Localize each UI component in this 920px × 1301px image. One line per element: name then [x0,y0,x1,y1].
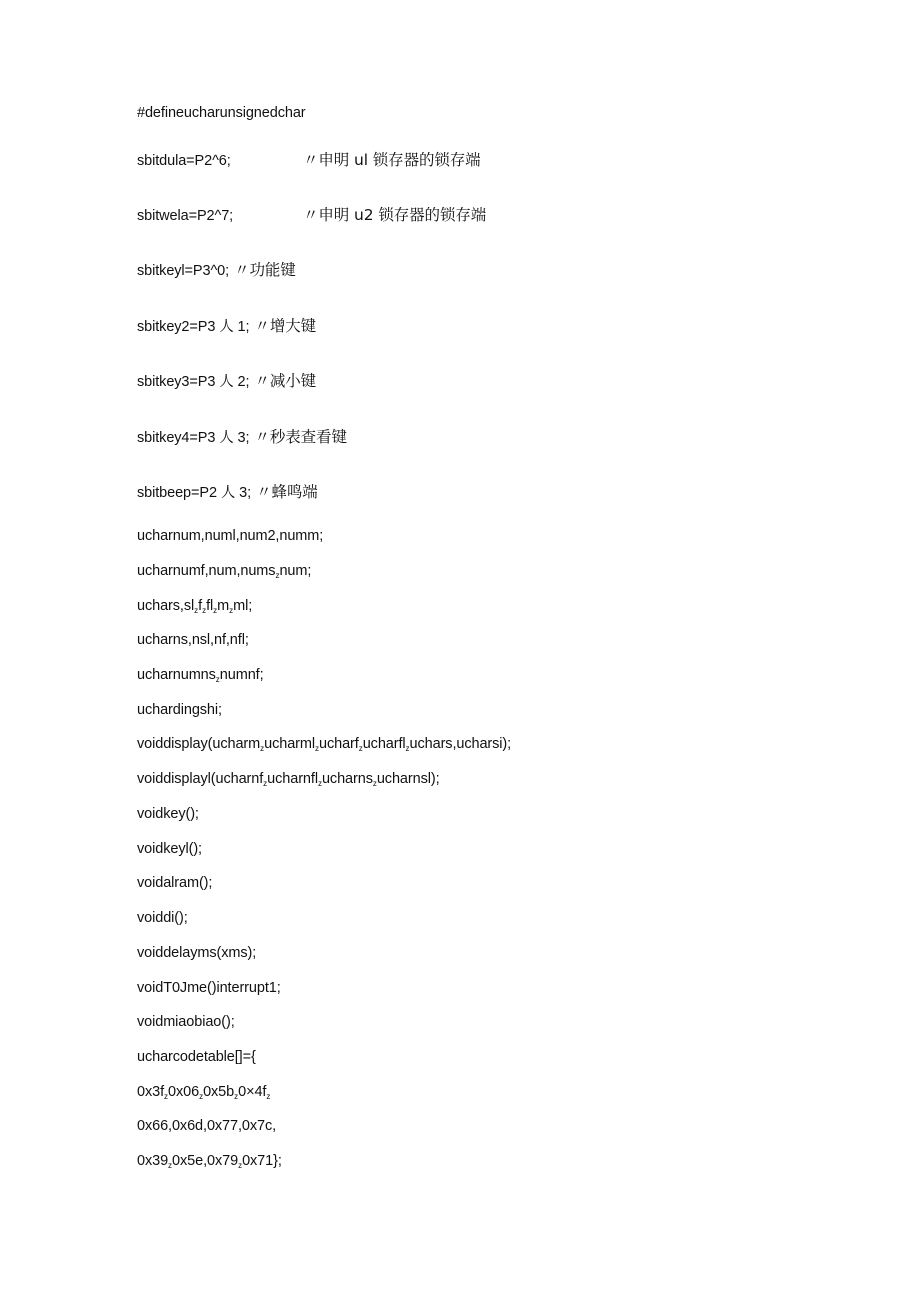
subscript-separator: z [199,1092,204,1101]
subscript-separator: z [372,779,377,788]
code-line [137,527,323,545]
code-text: uchardingshi; [137,702,222,718]
code-text: voiddelayms(xms); [137,945,257,961]
code-line [137,562,311,585]
code-comment: 〃申明 u2 锁存器的锁存端 [303,206,487,224]
code-line [137,372,316,391]
code-text: sbitkey2=P3 人 1; [137,319,250,335]
code-comment: 〃减小键 [254,372,317,390]
code-text: ucharnum,numl,num2,numm; [137,528,324,544]
code-line [137,909,188,927]
code-line [137,1083,270,1106]
code-text: voidalram(); [137,875,213,891]
code-line [137,805,199,823]
code-text: voidkeyl(); [137,841,202,857]
code-line [137,104,306,122]
code-line [137,1152,282,1175]
code-comment: 〃蜂鸣端 [256,483,318,501]
code-comment: 〃增大键 [254,317,317,335]
subscript-separator: z [215,675,220,684]
code-line [137,317,316,336]
code-text: ucharnumns$_z$numnf; [137,667,264,684]
code-text: voidmiaobiao(); [137,1014,235,1030]
code-line [137,206,486,225]
code-text: ucharnumf,num,nums$_z$num; [137,563,312,580]
subscript-separator: z [229,606,234,615]
subscript-separator: z [405,744,410,753]
code-line [137,874,212,892]
code-line [137,735,511,758]
subscript-separator: z [317,779,322,788]
code-comment: 〃功能键 [234,261,296,279]
code-line [137,840,202,858]
subscript-separator: z [266,1092,271,1101]
subscript-separator: z [213,606,218,615]
code-line [137,1117,276,1135]
code-line [137,483,318,502]
subscript-separator: z [238,1161,243,1170]
subscript-separator: z [315,744,319,753]
subscript-separator: z [263,779,268,788]
subscript-separator: z [164,1092,169,1101]
code-text: voidkey(); [137,806,199,822]
code-text: #defineucharunsignedchar [137,105,306,121]
code-text: $0x39_z0x5e,0x79_z0x71$}; [137,1153,282,1170]
code-text: $uchars,sl_zf_zfl_zm_zml$; [137,598,253,615]
code-line [137,944,256,962]
code-line [137,666,264,689]
code-line [137,428,347,447]
code-line [137,151,481,170]
code-text: voidT0Jme()interrupt1; [137,980,281,996]
code-text: sbitbeep=P2 人 3; [137,485,252,501]
code-text: voiddisplay(ucharm$_z$ucharml$_z$ucharf$_z$ucharfl$_z$uchars,ucharsi); [137,736,512,753]
code-text: sbitwela=P2^7; [137,208,234,224]
code-line [137,261,296,280]
code-text: sbitkey3=P3 人 2; [137,374,250,390]
code-line [137,701,222,719]
subscript-separator: z [194,606,199,615]
code-text: ucharns,nsl,nf,nfl; [137,632,249,648]
subscript-separator: z [260,744,265,753]
subscript-separator: z [275,571,280,580]
subscript-separator: z [358,744,363,753]
code-comment: 〃申明 ul 锁存器的锁存端 [303,151,481,169]
code-text: ucharcodetable[]={ [137,1049,256,1065]
code-text: sbitdula=P2^6; [137,153,231,169]
code-text: $0x3f_z0x06_z0x5b_z0\times 4f_z$ [137,1084,271,1101]
code-line [137,597,252,620]
code-comment: 〃秒表查看键 [254,428,347,446]
code-line [137,1048,256,1066]
subscript-separator: z [234,1092,239,1101]
code-line [137,770,440,793]
code-line [137,979,281,997]
subscript-separator: z [202,606,207,615]
code-text: voiddi(); [137,910,188,926]
code-text: 0x66,0x6d,0x77,0x7c, [137,1118,277,1134]
code-text: sbitkey4=P3 人 3; [137,430,250,446]
code-line [137,1013,235,1031]
subscript-separator: z [168,1161,173,1170]
code-text: voiddisplayl(ucharnf$_z$ucharnfl$_z$ucharns$_z$ucharnsl); [137,771,440,788]
code-line [137,631,249,649]
code-text: sbitkeyl=P3^0; [137,263,230,279]
